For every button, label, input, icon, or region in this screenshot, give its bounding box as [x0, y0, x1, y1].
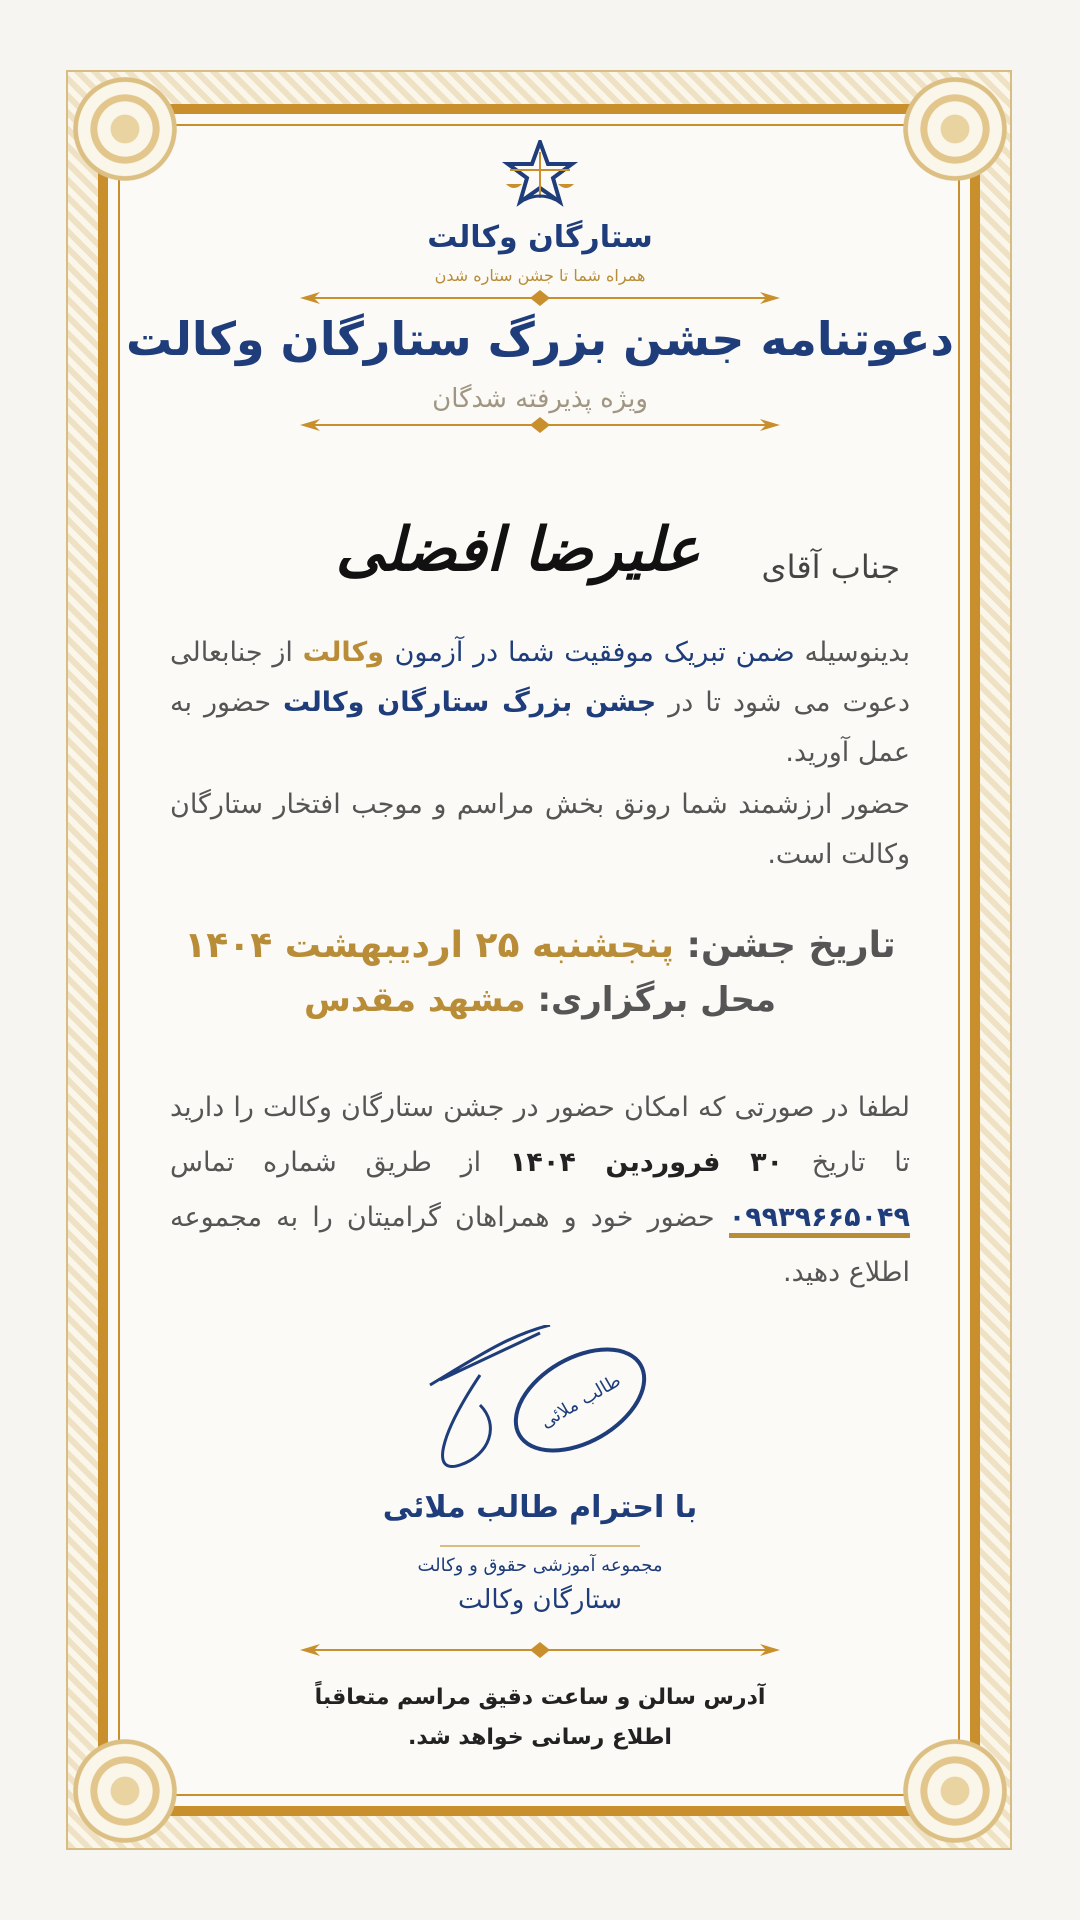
honor-paragraph: حضور ارزشمند شما رونق بخش مراسم و موجب افتخار ستارگان وکالت است. — [170, 789, 910, 870]
corner-ornament — [70, 74, 180, 184]
text-span: از جنابعالی دعوت می شود تا در — [170, 637, 910, 718]
corner-ornament — [900, 74, 1010, 184]
divider-ornament-icon — [290, 415, 790, 435]
signature-stamp-icon — [420, 1325, 660, 1475]
place-value: مشهد مقدس — [303, 980, 526, 1020]
phone-number[interactable]: ۰۹۹۳۹۶۶۵۰۴۹ — [729, 1202, 910, 1238]
text-span: ضمن تبریک موفقیت شما در آزمون — [394, 637, 795, 668]
corner-ornament — [900, 1736, 1010, 1846]
invitation-subtitle: ویژه پذیرفته شدگان — [432, 384, 648, 414]
text-span: جشن بزرگ ستارگان وکالت — [283, 687, 657, 718]
text-span: لطفا در صورتی که امکان حضور در جشن ستارگان وکالت را دارید تا تاریخ — [170, 1092, 910, 1178]
text-span: بدینوسیله — [794, 637, 910, 668]
divider-ornament-icon — [290, 1640, 790, 1660]
text-span: حضور خود و همراهان گرامیتان را به مجموعه اطلاع دهید. — [170, 1202, 910, 1288]
star-scales-logo-icon — [500, 140, 580, 210]
place-label: محل برگزاری: — [525, 980, 777, 1020]
footer-line2: اطلاع رسانی خواهد شد. — [408, 1725, 672, 1750]
brand-tagline: همراه شما تا جشن ستاره شدن — [434, 266, 646, 285]
divider — [440, 1545, 640, 1547]
salutation: جناب آقای — [761, 548, 900, 586]
org-line1: مجموعه آموزشی حقوق و وکالت — [417, 1555, 663, 1576]
divider-ornament-icon — [290, 288, 790, 308]
invitation-title: دعوتنامه جشن بزرگ ستارگان وکالت — [125, 312, 955, 366]
brand-name: ستارگان وکالت — [427, 220, 653, 255]
rsvp-paragraph — [170, 1080, 910, 1300]
footer-line1: آدرس سالن و ساعت دقیق مراسم متعاقباً — [314, 1685, 766, 1710]
event-place — [0, 980, 1080, 1020]
invitation-paragraph — [170, 628, 910, 778]
event-date — [0, 925, 1080, 966]
corner-ornament — [70, 1736, 180, 1846]
svg-text:طالب ملائی: طالب ملائی — [536, 1369, 625, 1433]
date-label: تاریخ جشن: — [674, 925, 896, 966]
text-span: حضور به عمل آورید. — [170, 687, 910, 768]
date-value: پنجشنبه ۲۵ اردیبهشت ۱۴۰۴ — [184, 925, 675, 966]
rsvp-deadline: ۳۰ فروردین ۱۴۰۴ — [509, 1147, 784, 1178]
recipient-name: علیرضا افضلی — [335, 515, 700, 585]
text-span: وکالت — [302, 637, 395, 668]
text-span: از طریق شماره تماس — [170, 1147, 510, 1178]
org-line2: ستارگان وکالت — [457, 1585, 623, 1615]
closing-respect: با احترام طالب ملائی — [382, 1490, 698, 1525]
